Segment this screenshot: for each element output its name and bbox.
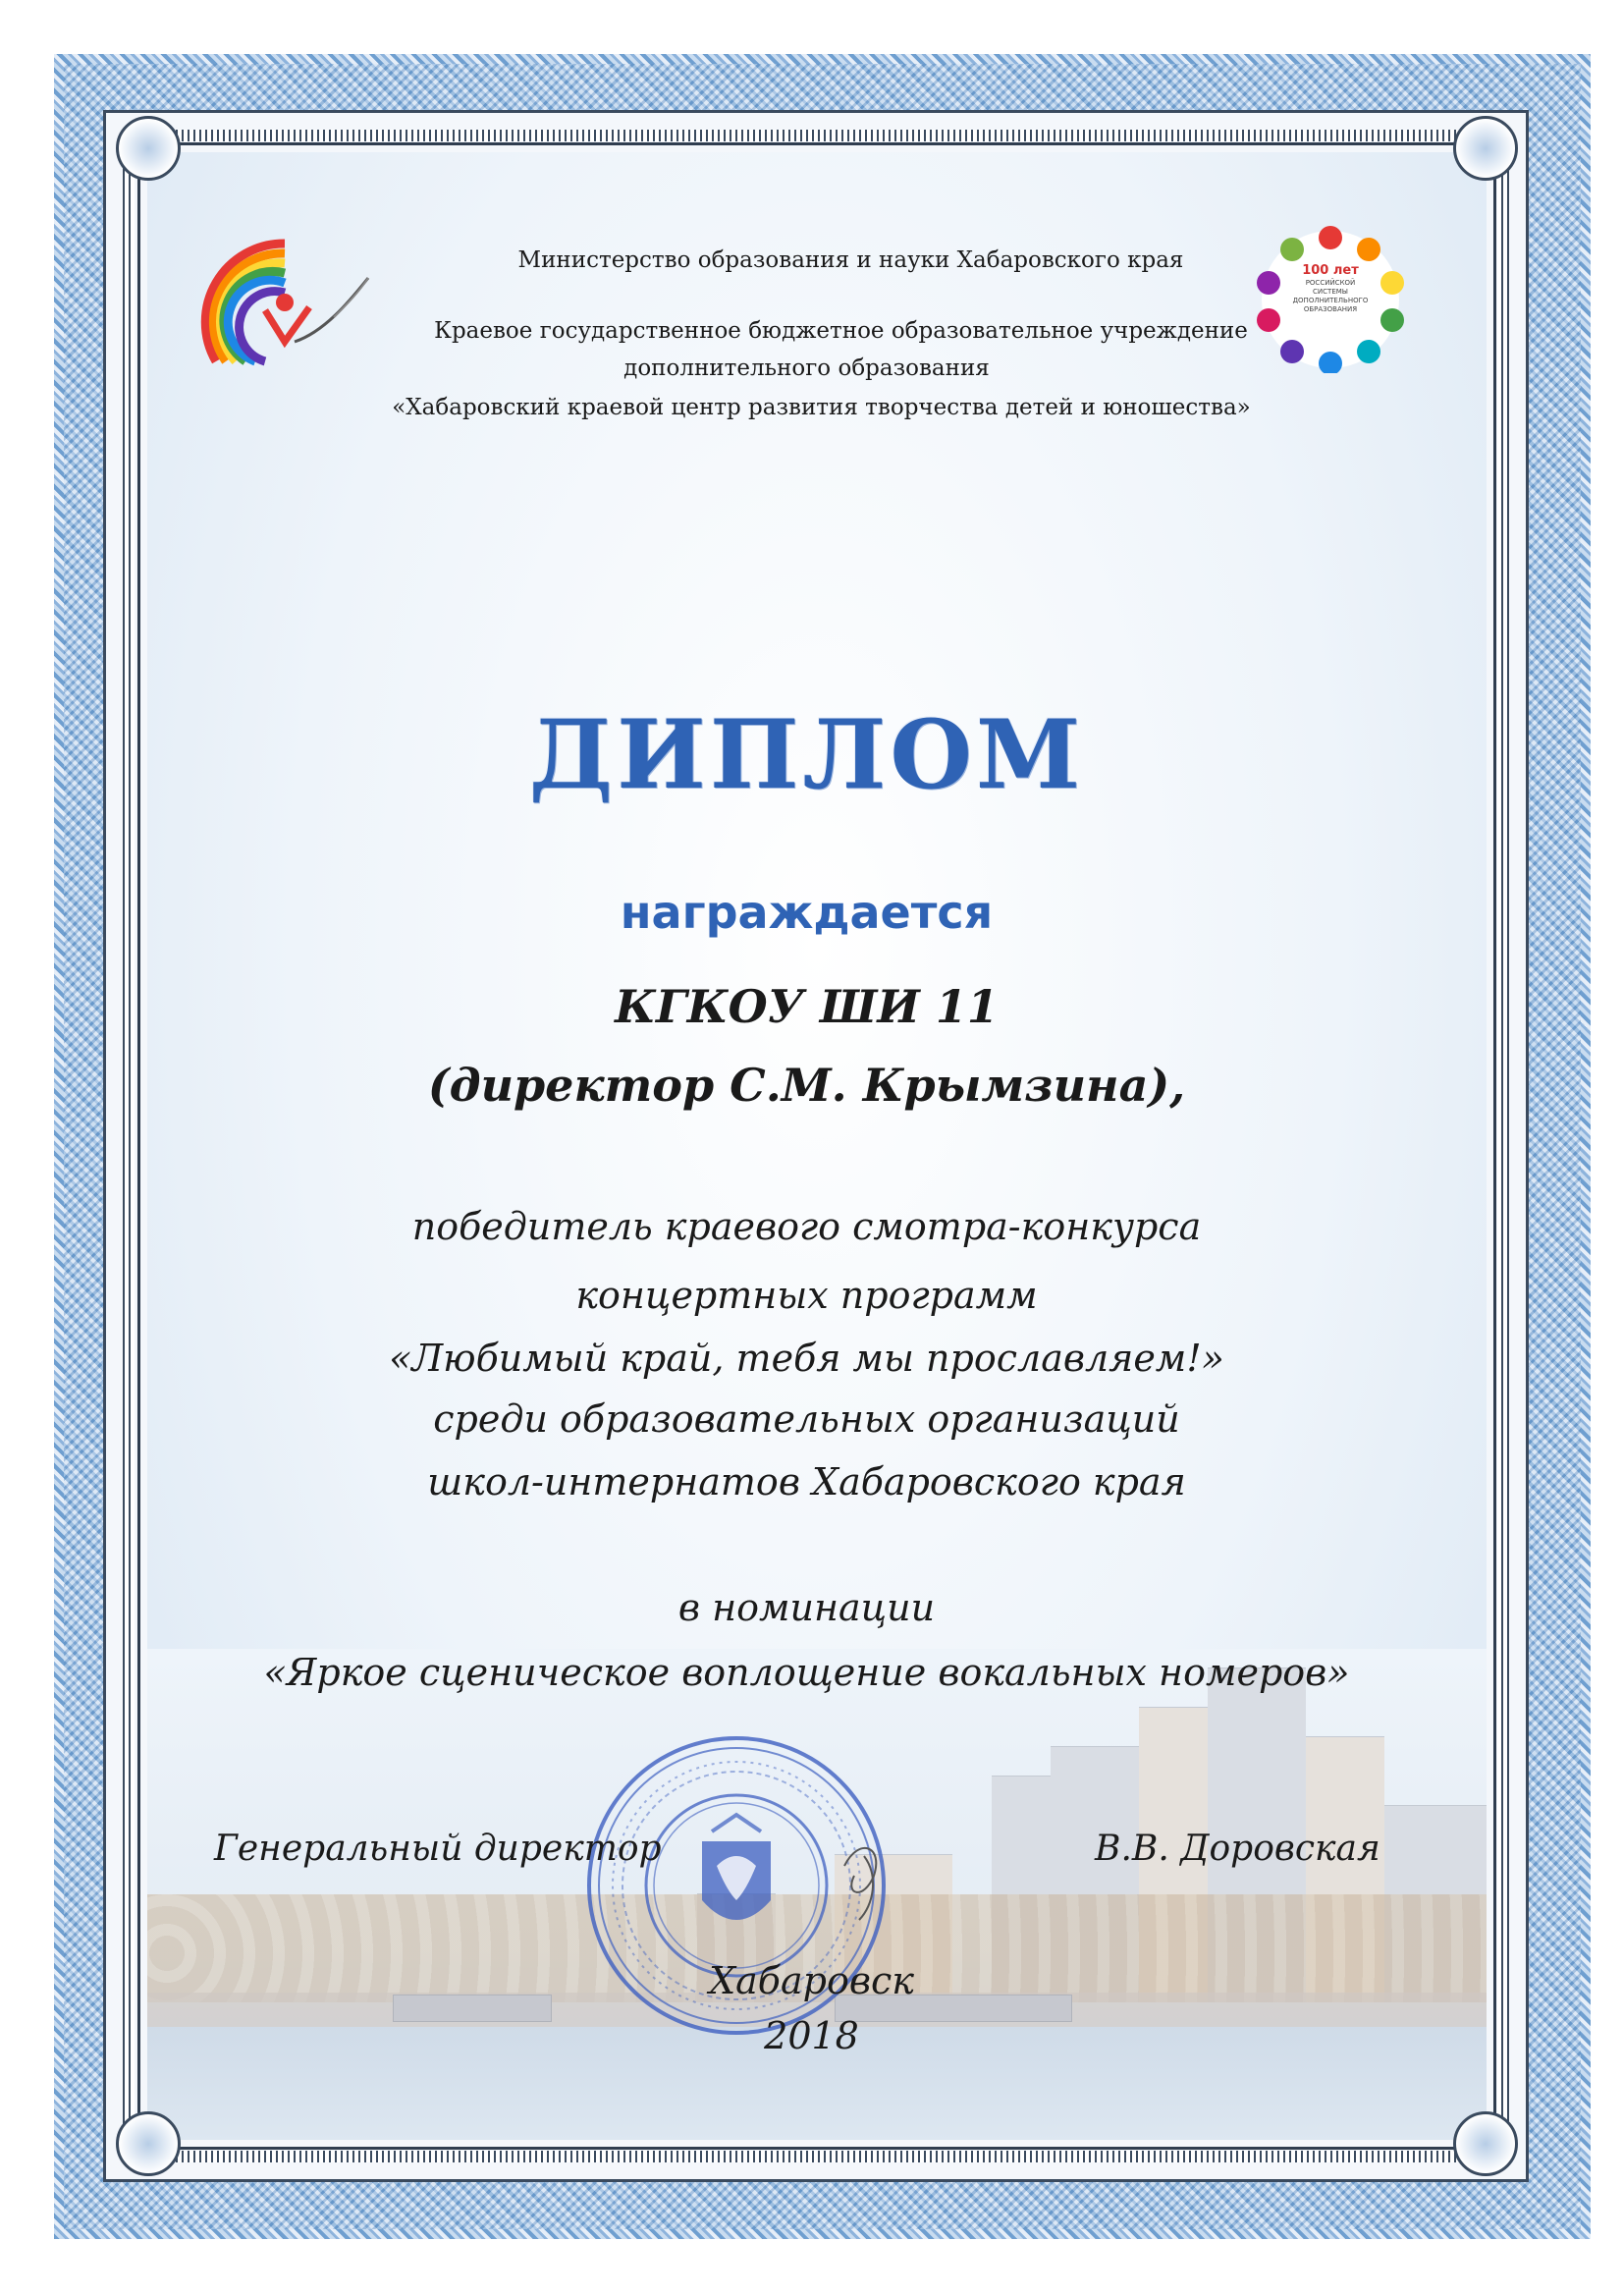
emblem-line: СИСТЕМЫ bbox=[1313, 288, 1348, 296]
nomination-intro: в номинации bbox=[677, 1586, 936, 1629]
emblem-title: 100 лет bbox=[1302, 263, 1359, 278]
nomination-title: «Яркое сценическое воплощение вокальных номеров» bbox=[263, 1651, 1350, 1694]
institution-line-1: Краевое государственное бюджетное образовательное учреждение bbox=[434, 318, 1248, 344]
body-line-1: победитель краевого смотра-конкурса bbox=[411, 1205, 1202, 1248]
awarded-label: награждается bbox=[620, 886, 994, 939]
body-line-3: «Любимый край, тебя мы прославляем!» bbox=[389, 1337, 1224, 1380]
diploma-title: ДИПЛОМ bbox=[528, 699, 1085, 810]
shell-ornament-icon bbox=[116, 2111, 181, 2176]
shell-ornament-icon bbox=[1453, 116, 1518, 181]
city-name: Хабаровск bbox=[709, 1959, 914, 2002]
issue-year: 2018 bbox=[764, 2014, 859, 2057]
ministry-name: Министерство образования и науки Хабаровского края bbox=[517, 247, 1184, 273]
emblem-line: РОССИЙСКОЙ bbox=[1305, 279, 1356, 287]
emblem-line: ОБРАЗОВАНИЯ bbox=[1303, 305, 1358, 313]
institution-line-2: дополнительного образования bbox=[623, 355, 990, 381]
body-line-5: школ-интернатов Хабаровского края bbox=[427, 1460, 1186, 1503]
signatory-name: В.В. Доровская bbox=[1095, 1829, 1380, 1869]
recipient-name: КГКОУ ШИ 11 bbox=[615, 980, 999, 1033]
body-line-2: концертных программ bbox=[575, 1274, 1038, 1317]
signatory-position: Генеральный директор bbox=[214, 1829, 662, 1869]
shell-ornament-icon bbox=[116, 116, 181, 181]
recipient-director: (директор С.М. Крымзина), bbox=[427, 1059, 1186, 1112]
body-line-4: среди образовательных организаций bbox=[433, 1397, 1180, 1441]
shell-ornament-icon bbox=[1453, 2111, 1518, 2176]
emblem-line: ДОПОЛНИТЕЛЬНОГО bbox=[1292, 297, 1369, 304]
institution-line-3: «Хабаровский краевой центр развития творчества детей и юношества» bbox=[392, 395, 1251, 420]
